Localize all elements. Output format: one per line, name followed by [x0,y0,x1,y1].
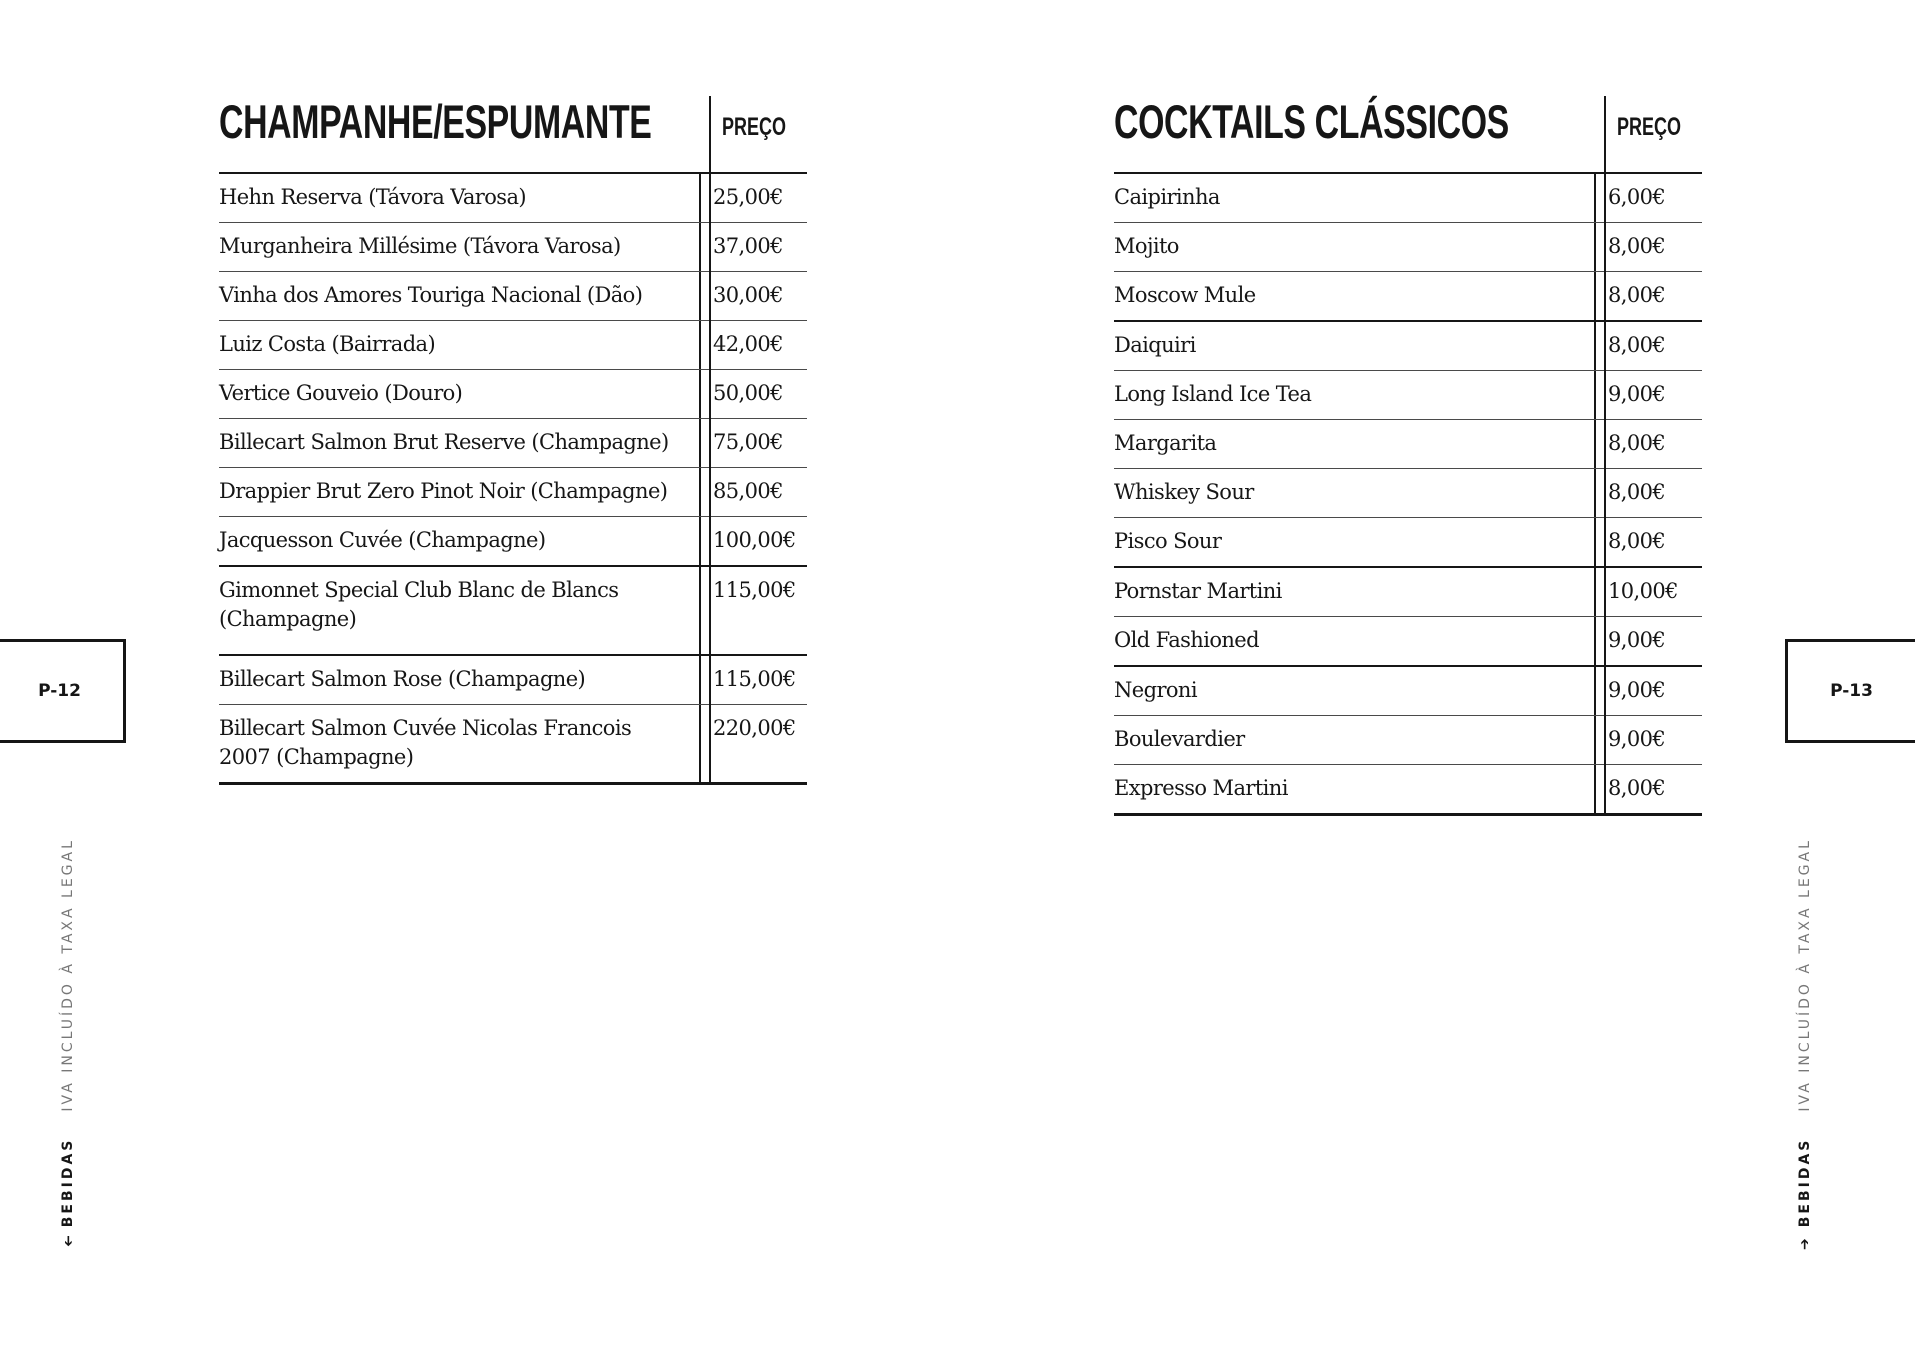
item-name: Boulevardier [1114,727,1245,751]
side-label [1797,838,1841,1250]
table-header [1114,96,1702,174]
item-name: Long Island Ice Tea [1114,382,1312,406]
item-price: 8,00€ [1594,765,1702,813]
section-title: CHAMPANHE/ESPUMANTE [219,95,652,148]
item-name: Old Fashioned [1114,628,1259,652]
side-label [60,838,104,1250]
section-title: COCKTAILS CLÁSSICOS [1114,95,1509,148]
table-row [219,656,807,705]
table-row [219,468,807,517]
item-price: 8,00€ [1594,322,1702,370]
item-name: Margarita [1114,431,1217,455]
price-column-header: PREÇO [722,113,787,141]
item-price: 100,00€ [699,517,807,565]
table-row [1114,322,1702,371]
item-name: Negroni [1114,678,1197,702]
item-name: Pisco Sour [1114,529,1222,553]
tax-note: IVA INCLUÍDO À TAXA LEGAL [1797,838,1813,1112]
item-price: 30,00€ [699,272,807,320]
table-row [219,223,807,272]
tax-note: IVA INCLUÍDO À TAXA LEGAL [60,838,76,1112]
item-price: 6,00€ [1594,174,1702,222]
item-name: Jacquesson Cuvée (Champagne) [219,528,546,552]
item-price: 37,00€ [699,223,807,271]
item-name: Mojito [1114,234,1179,258]
page-number: P-13 [1830,681,1873,701]
item-price: 8,00€ [1594,272,1702,320]
item-price: 220,00€ [699,705,807,782]
item-name: Moscow Mule [1114,283,1256,307]
item-name: Drappier Brut Zero Pinot Noir (Champagne) [219,479,668,503]
table-row [219,517,807,567]
table-header [219,96,807,174]
item-name: Billecart Salmon Brut Reserve (Champagne) [219,430,669,454]
page-number-tab [1785,639,1915,743]
page-number-tab [0,639,126,743]
table-row [1114,272,1702,322]
table-row [1114,371,1702,420]
table-row [1114,223,1702,272]
arrow-right-icon: ➔ [1797,1235,1813,1250]
item-name: Vinha dos Amores Touriga Nacional (Dão) [219,283,643,307]
item-price: 8,00€ [1594,420,1702,468]
item-name: Caipirinha [1114,185,1220,209]
table-row [1114,568,1702,617]
item-name: Daiquiri [1114,333,1196,357]
item-price: 9,00€ [1594,716,1702,764]
table-row [219,705,807,785]
table-row [219,174,807,223]
item-price: 10,00€ [1594,568,1702,616]
item-price: 9,00€ [1594,617,1702,665]
item-price: 25,00€ [699,174,807,222]
column-divider [709,96,711,785]
table-row [1114,716,1702,765]
item-price: 8,00€ [1594,469,1702,517]
table-row [219,567,807,656]
item-name: Billecart Salmon Rose (Champagne) [219,667,586,691]
item-price: 50,00€ [699,370,807,418]
item-price: 8,00€ [1594,223,1702,271]
item-price: 8,00€ [1594,518,1702,566]
table-row [1114,667,1702,716]
table-row [1114,518,1702,568]
item-price: 115,00€ [699,567,807,654]
item-name: Whiskey Sour [1114,480,1254,504]
arrow-left-icon: ➔ [60,1235,76,1250]
champanhe-table [219,96,807,785]
table-row [219,419,807,468]
item-name: Hehn Reserva (Távora Varosa) [219,185,526,209]
item-price: 42,00€ [699,321,807,369]
item-price: 115,00€ [699,656,807,704]
item-name: Luiz Costa (Bairrada) [219,332,436,356]
table-row [1114,469,1702,518]
item-price: 75,00€ [699,419,807,467]
item-price: 9,00€ [1594,667,1702,715]
table-row [1114,174,1702,223]
table-row [1114,765,1702,816]
item-name: Vertice Gouveio (Douro) [219,381,463,405]
table-row [1114,420,1702,469]
item-price: 9,00€ [1594,371,1702,419]
section-label: BEBIDAS [60,1137,76,1228]
page-number: P-12 [38,681,81,701]
table-row [219,370,807,419]
section-label: BEBIDAS [1797,1137,1813,1228]
price-column-header: PREÇO [1617,113,1682,141]
item-name: Gimonnet Special Club Blanc de Blancs (Champagne) [219,578,619,631]
table-row [1114,617,1702,667]
item-price: 85,00€ [699,468,807,516]
column-divider [1604,96,1606,816]
table-row [219,321,807,370]
item-name: Murganheira Millésime (Távora Varosa) [219,234,621,258]
item-name: Pornstar Martini [1114,579,1282,603]
item-name: Expresso Martini [1114,776,1288,800]
cocktails-table [1114,96,1702,816]
table-row [219,272,807,321]
item-name: Billecart Salmon Cuvée Nicolas Francois 2007 (Champagne) [219,716,632,769]
